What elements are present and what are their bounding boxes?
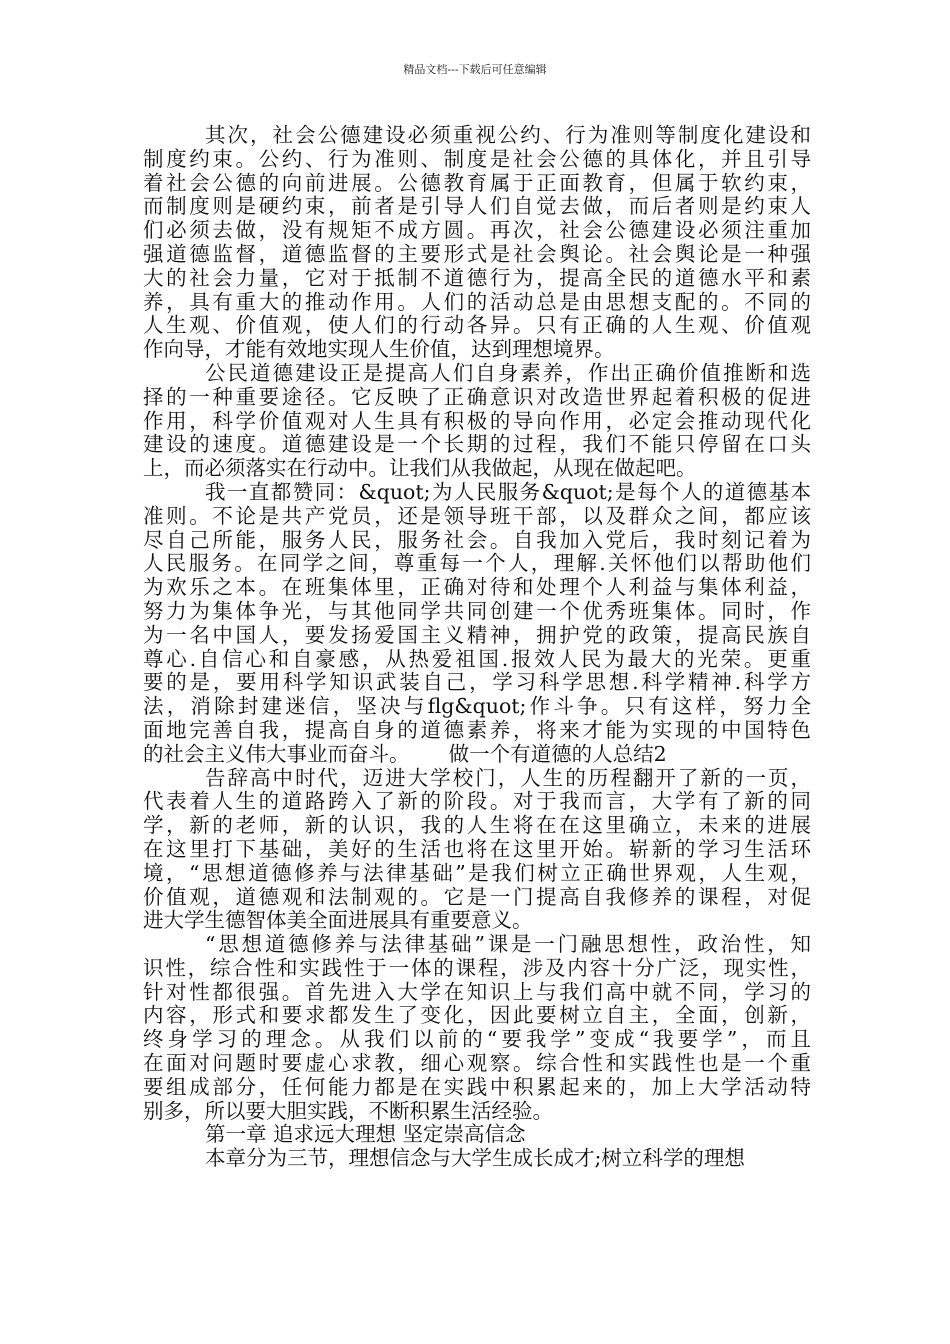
text-line: 法，消除封建迷信，坚决与flg&quot;作斗争。只有这样，努力全 (143, 694, 811, 719)
text-line: 学，新的老师，新的认识，我的人生将在在这里确立，未来的进展 (143, 813, 811, 838)
text-line: 人民服务。在同学之间，尊重每一个人，理解.关怀他们以帮助他们 (143, 551, 811, 576)
text-line: 准则。不论是共产党员，还是领导班干部，以及群众之间，都应该 (143, 503, 811, 528)
text-line: 尊心.自信心和自豪感，从热爱祖国.报效人民为最大的光荣。更重 (143, 646, 811, 671)
text-line: 告辞高中时代，迈进大学校门，人生的历程翻开了新的一页， (205, 765, 811, 790)
page-header: 精品文档---下载后可任意编辑 (403, 63, 547, 76)
text-line: 识性，综合性和实践性于一体的课程，涉及内容十分广泛，现实性， (143, 955, 811, 980)
text-line: 要组成部分，任何能力都是在实践中积累起来的，加上大学活动特 (143, 1074, 811, 1099)
text-line: 努力为集体争光，与其他同学共同创建一个优秀班集体。同时，作 (143, 598, 811, 623)
text-line: 我一直都赞同：&quot;为人民服务&quot;是每个人的道德基本 (205, 479, 811, 504)
text-line: 上，而必须落实在行动中。让我们从我做起，从现在做起吧。 (143, 456, 697, 481)
text-line: 内容，形式和要求都发生了变化，因此要树立自主，全面，创新， (143, 1003, 811, 1028)
text-line: 别多，所以要大胆实践，不断积累生活经验。 (143, 1098, 553, 1123)
text-line: 境，“思想道德修养与法律基础”是我们树立正确世界观，人生观， (143, 860, 811, 885)
text-line: 代表着人生的道路跨入了新的阶段。对于我而言，大学有了新的同 (143, 789, 811, 814)
text-line: 们必须去做，没有规矩不成方圆。再次，社会公德建设必须注重加 (143, 218, 811, 243)
text-line: 价值观，道德观和法制观的。它是一门提高自我修养的课程，对促 (143, 884, 811, 909)
text-line: 大的社会力量，它对于抵制不道德行为，提高全民的道德水平和素 (143, 265, 811, 290)
text-line: 制度约束。公约、行为准则、制度是社会公德的具体化，并且引导 (143, 146, 811, 171)
text-line: 建设的速度。道德建设是一个长期的过程，我们不能只停留在口头 (143, 432, 811, 457)
text-line: 人生观、价值观，使人们的行动各异。只有正确的人生观、价值观 (143, 313, 811, 338)
text-line: 在这里打下基础，美好的生活也将在这里开始。崭新的学习生活环 (143, 836, 811, 861)
text-line: 而制度则是硬约束，前者是引导人们自觉去做，而后者则是约束人 (143, 194, 811, 219)
text-line: 面地完善自我，提高自身的道德素养，将来才能为实现的中国特色 (143, 717, 811, 742)
text-line: 进大学生德智体美全面进展具有重要意义。 (143, 908, 533, 933)
text-line: 为一名中国人，要发扬爱国主义精神，拥护党的政策，提高民族自 (143, 622, 811, 647)
text-line: 要的是，要用科学知识武装自己，学习科学思想.科学精神.科学方 (143, 670, 811, 695)
text-line: 择的一种重要途径。它反映了正确意识对改造世界起着积极的促进 (143, 384, 811, 409)
text-line: 终身学习的理念。从我们以前的“要我学”变成“我要学”，而且 (143, 1027, 811, 1052)
text-line: 针对性都很强。首先进入大学在知识上与我们高中就不同，学习的 (143, 979, 811, 1004)
text-line: 着社会公德的向前进展。公德教育属于正面教育，但属于软约束， (143, 170, 811, 195)
text-line: 公民道德建设正是提高人们自身素养，作出正确价值推断和选 (205, 360, 811, 385)
document-body (143, 124, 811, 1171)
text-line: 作向导，才能有效地实现人生价值，达到理想境界。 (143, 337, 615, 362)
text-line: “思想道德修养与法律基础”课是一门融思想性，政治性，知 (205, 932, 811, 957)
text-line: 其次，社会公德建设必须重视公约、行为准则等制度化建设和 (205, 123, 811, 147)
text-line: 养，具有重大的推动作用。人们的活动总是由思想支配的。不同的 (143, 289, 811, 314)
text-line: 强道德监督，道德监督的主要形式是社会舆论。社会舆论是一种强 (143, 241, 811, 266)
text-line: 作用，科学价值观对人生具有积极的导向作用，必定会推动现代化 (143, 408, 811, 433)
text-line: 尽自己所能，服务人民，服务社会。自我加入党后，我时刻记着为 (143, 527, 811, 552)
text-line: 本章分为三节，理想信念与大学生成长成才;树立科学的理想 (205, 1146, 745, 1171)
text-line: 第一章 追求远大理想 坚定崇高信念 (205, 1122, 526, 1147)
text-line: 的社会主义伟大事业而奋斗。 做一个有道德的人总结2 (143, 741, 667, 766)
text-line: 在面对问题时要虚心求教，细心观察。综合性和实践性也是一个重 (143, 1051, 811, 1076)
text-line: 为欢乐之本。在班集体里，正确对待和处理个人利益与集体利益， (143, 575, 811, 600)
